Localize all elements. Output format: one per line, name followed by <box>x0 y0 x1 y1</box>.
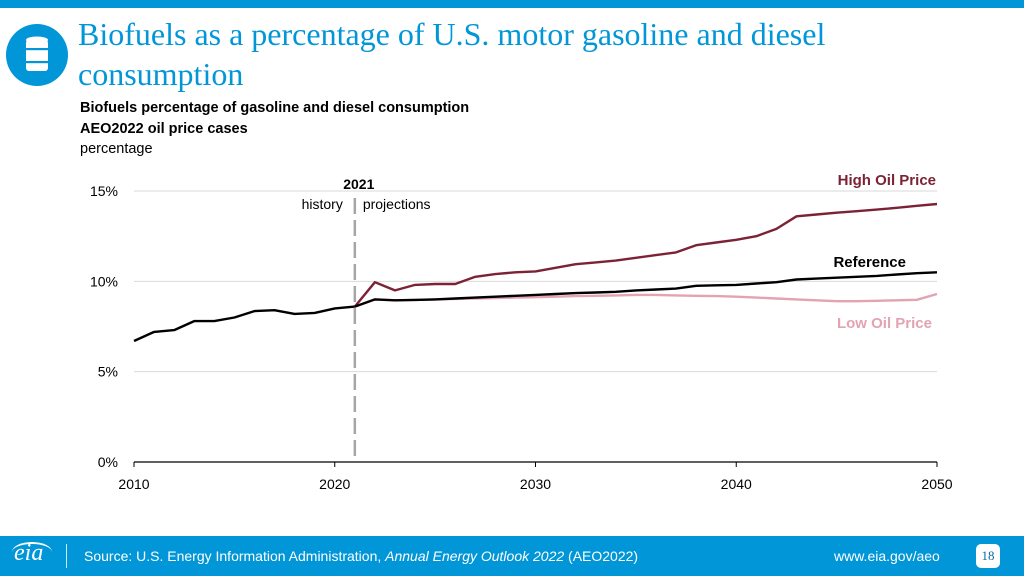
chart-title: Biofuels percentage of gasoline and diesel consumption <box>80 100 470 116</box>
chart-unit-label: percentage <box>80 141 153 157</box>
website-link[interactable]: www.eia.gov/aeo <box>834 548 940 564</box>
history-label: history <box>301 196 343 212</box>
line-chart <box>0 160 1024 500</box>
y-tick-label: 10% <box>89 273 118 290</box>
x-tick-label: 2020 <box>319 476 351 492</box>
eia-logo: eia <box>14 540 44 566</box>
x-tick-label: 2050 <box>921 476 953 492</box>
series-line-low-oil-price <box>355 294 937 307</box>
divider-year-label: 2021 <box>343 176 375 192</box>
source-citation: Source: U.S. Energy Information Administration, Annual Energy Outlook 2022 (AEO2022) <box>84 548 639 564</box>
projections-label: projections <box>362 196 431 212</box>
history-line <box>134 307 355 341</box>
page-number: 18 <box>976 544 1000 568</box>
series-label: High Oil Price <box>837 172 936 189</box>
slide-title: Biofuels as a percentage of U.S. motor gasoline and diesel consumption <box>78 16 826 92</box>
x-tick-label: 2040 <box>720 476 752 492</box>
y-tick-label: 15% <box>89 183 118 199</box>
y-tick-label: 0% <box>97 454 118 470</box>
footer-separator <box>66 544 67 568</box>
y-tick-label: 5% <box>97 363 118 380</box>
barrel-icon <box>6 24 68 86</box>
top-accent-bar <box>0 0 1024 8</box>
chart-subtitle: AEO2022 oil price cases <box>80 121 248 137</box>
series-label: Reference <box>833 254 906 271</box>
x-tick-label: 2030 <box>519 476 552 492</box>
footer-bar <box>0 536 1024 576</box>
series-label: Low Oil Price <box>836 315 932 332</box>
x-tick-label: 2010 <box>118 476 150 492</box>
